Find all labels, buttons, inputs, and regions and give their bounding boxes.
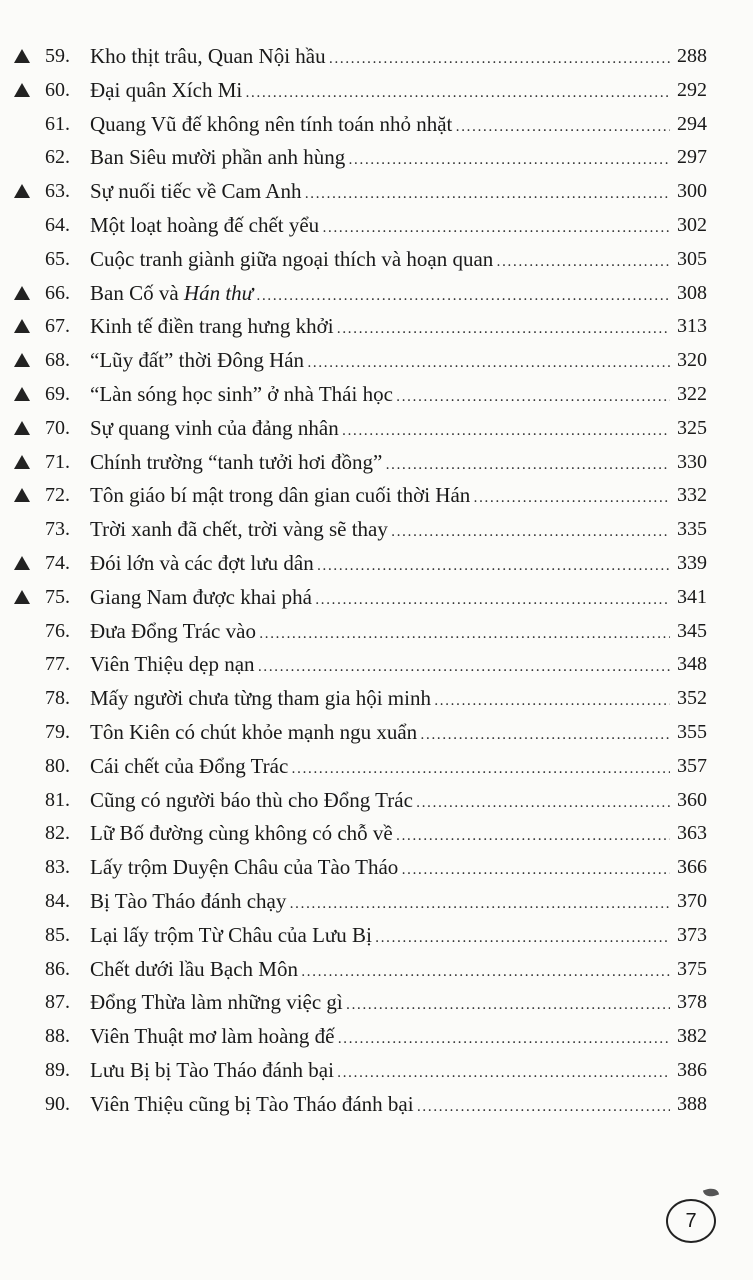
entry-page: 352	[675, 682, 707, 714]
entry-title-text: Kho thịt trâu, Quan Nội hầu	[90, 44, 326, 68]
entry-title-text: Ban Cố và	[90, 280, 184, 305]
entry-number: 85.	[45, 923, 70, 946]
entry-title-text: Đưa Đổng Trác vào	[90, 618, 256, 643]
entry-number: 65.	[45, 247, 70, 270]
dot-leader	[329, 43, 670, 75]
entry-title	[90, 986, 343, 1018]
entry-title-text: Sự nuối tiếc về Cam Anh	[90, 179, 302, 204]
entry-title-text: Kinh tế điền trang hưng khởi	[90, 314, 334, 339]
entry-title-text: “Làn sóng học sinh” ở nhà Thái học	[90, 382, 393, 406]
toc-entry	[0, 175, 753, 207]
entry-page: 378	[675, 986, 707, 1018]
entry-title-text: Tôn giáo bí mật trong dân gian cuối thời Hán	[90, 483, 471, 508]
toc-entry	[0, 986, 753, 1018]
triangle-marker-icon	[14, 421, 30, 435]
entry-page: 302	[675, 209, 707, 241]
entry-title	[90, 581, 312, 613]
entry-page: 386	[675, 1054, 707, 1086]
page-number: 7	[666, 1199, 716, 1243]
triangle-marker-icon	[14, 286, 30, 300]
dot-leader	[416, 787, 670, 819]
entry-number: 69.	[45, 383, 70, 405]
entry-number: 70.	[45, 416, 70, 439]
entry-page: 330	[675, 446, 707, 478]
dot-leader	[346, 989, 670, 1021]
entry-title	[90, 817, 393, 849]
toc-entry	[0, 412, 753, 444]
triangle-marker-icon	[14, 319, 30, 333]
entry-title	[90, 412, 339, 444]
entry-title	[90, 175, 301, 207]
dot-leader	[256, 280, 670, 312]
entry-title	[90, 851, 398, 883]
entry-title	[90, 378, 393, 410]
leaf-ornament-icon	[703, 1186, 719, 1199]
dot-leader	[304, 178, 670, 210]
dot-leader	[348, 144, 670, 176]
triangle-marker-icon	[14, 556, 30, 570]
dot-leader	[396, 820, 670, 852]
entry-title	[90, 479, 470, 511]
entry-page: 288	[675, 40, 707, 72]
dot-leader	[496, 246, 670, 278]
dot-leader	[307, 347, 670, 379]
entry-page: 305	[675, 243, 707, 275]
dot-leader	[337, 1057, 670, 1089]
entry-page: 382	[675, 1020, 707, 1052]
entry-page: 375	[675, 953, 707, 985]
entry-number: 78.	[45, 687, 70, 710]
entry-number: 59.	[45, 45, 70, 67]
entry-number: 73.	[45, 518, 70, 541]
entry-number: 76.	[45, 619, 70, 642]
dot-leader	[259, 618, 670, 650]
toc-entry	[0, 953, 753, 985]
dot-leader	[385, 449, 670, 481]
toc-entry	[0, 581, 753, 613]
entry-page: 370	[675, 885, 707, 917]
dot-leader	[289, 888, 670, 920]
entry-title	[90, 141, 345, 173]
entry-page: 308	[675, 277, 707, 309]
toc-entry	[0, 919, 753, 951]
toc-entry	[0, 277, 753, 309]
entry-title	[90, 108, 452, 140]
dot-leader	[342, 415, 670, 447]
entry-title	[90, 1054, 334, 1086]
toc-entry	[0, 682, 753, 714]
entry-title-text: Viên Thiệu cũng bị Tào Tháo đánh bại	[90, 1091, 414, 1116]
entry-title-text: “Lũy đất” thời Đông Hán	[90, 348, 305, 373]
entry-title	[90, 513, 388, 545]
dot-leader	[455, 111, 670, 143]
entry-number: 62.	[45, 146, 70, 169]
entry-number: 61.	[45, 112, 70, 135]
toc-entry	[0, 1054, 753, 1086]
entry-title-text: Cái chết của Đổng Trác	[90, 753, 289, 778]
toc-entry	[0, 74, 753, 106]
toc-entry	[0, 446, 753, 478]
entry-number: 67.	[45, 315, 70, 338]
entry-title-text: Lấy trộm Duyện Châu của Tào Tháo	[90, 855, 399, 880]
toc-entry	[0, 310, 753, 342]
dot-leader	[337, 313, 670, 345]
entry-page: 388	[675, 1088, 707, 1120]
entry-page: 313	[675, 310, 707, 342]
toc-entry	[0, 716, 753, 748]
entry-number: 74.	[45, 552, 70, 574]
entry-number: 90.	[45, 1092, 70, 1115]
toc-entry	[0, 615, 753, 647]
entry-title	[90, 547, 314, 579]
dot-leader	[375, 922, 670, 954]
entry-title	[90, 750, 288, 782]
entry-page: 363	[675, 817, 707, 849]
toc-entry	[0, 851, 753, 883]
dot-leader	[317, 550, 670, 582]
toc-entry	[0, 513, 753, 545]
entry-number: 79.	[45, 721, 70, 743]
dot-leader	[396, 381, 670, 413]
dot-leader	[420, 719, 670, 751]
entry-number: 71.	[45, 450, 70, 473]
entry-title-text: Tôn Kiên có chút khỏe mạnh ngu xuẩn	[90, 720, 418, 744]
entry-page: 335	[675, 513, 707, 545]
toc-entry	[0, 1020, 753, 1052]
entry-number: 89.	[45, 1059, 70, 1081]
dot-leader	[301, 956, 670, 988]
entry-title	[90, 277, 253, 309]
toc-entry	[0, 750, 753, 782]
dot-leader	[291, 753, 670, 785]
entry-number: 72.	[45, 484, 70, 507]
triangle-marker-icon	[14, 387, 30, 401]
entry-title	[90, 40, 326, 72]
dot-leader	[417, 1091, 670, 1123]
entry-page: 322	[675, 378, 707, 410]
toc-entry	[0, 784, 753, 816]
dot-leader	[322, 212, 670, 244]
toc-entry	[0, 108, 753, 140]
entry-number: 75.	[45, 585, 70, 608]
entry-number: 81.	[45, 788, 70, 811]
entry-title	[90, 648, 255, 680]
entry-number: 83.	[45, 856, 70, 879]
toc-entry	[0, 648, 753, 680]
entry-page: 345	[675, 615, 707, 647]
entry-title-text: Quang Vũ đế không nên tính toán nhỏ nhặt	[90, 111, 453, 136]
dot-leader	[258, 651, 670, 683]
dot-leader	[401, 854, 670, 886]
entry-page: 366	[675, 851, 707, 883]
entry-title-text: Đại quân Xích Mi	[90, 77, 243, 102]
entry-title	[90, 615, 256, 647]
toc-entry	[0, 40, 753, 72]
entry-title	[90, 446, 382, 478]
entry-title-text: Mấy người chưa từng tham gia hội minh	[90, 686, 431, 711]
entry-page: 339	[675, 547, 707, 579]
triangle-marker-icon	[14, 184, 30, 198]
entry-number: 84.	[45, 890, 70, 912]
entry-title-text: Cũng có người báo thù cho Đổng Trác	[90, 787, 413, 812]
triangle-marker-icon	[14, 49, 30, 63]
entry-page: 292	[675, 74, 707, 106]
dot-leader	[245, 77, 670, 109]
entry-page: 373	[675, 919, 707, 951]
triangle-marker-icon	[14, 590, 30, 604]
entry-number: 66.	[45, 281, 70, 304]
entry-page: 341	[675, 581, 707, 613]
entry-title	[90, 209, 319, 241]
entry-title-text: Đổng Thừa làm những việc gì	[90, 990, 343, 1015]
triangle-marker-icon	[14, 353, 30, 367]
entry-title-italic: Hán thư	[183, 280, 254, 305]
entry-page: 320	[675, 344, 707, 376]
entry-title	[90, 344, 304, 376]
toc-entry	[0, 479, 753, 511]
entry-title-text: Cuộc tranh giành giữa ngoại thích và hoạn quan	[90, 246, 494, 271]
entry-title-text: Giang Nam được khai phá	[90, 584, 312, 609]
entry-page: 357	[675, 750, 707, 782]
entry-title-text: Lữ Bố đường cùng không có chỗ về	[90, 821, 393, 846]
entry-title	[90, 784, 413, 816]
entry-number: 82.	[45, 822, 70, 845]
entry-number: 87.	[45, 991, 70, 1014]
entry-title-text: Đói lớn và các đợt lưu dân	[90, 551, 314, 575]
entry-title	[90, 682, 431, 714]
entry-number: 60.	[45, 78, 70, 101]
entry-title-text: Trời xanh đã chết, trời vàng sẽ thay	[90, 517, 388, 542]
entry-title	[90, 885, 286, 917]
toc-entry	[0, 209, 753, 241]
dot-leader	[391, 516, 670, 548]
entry-number: 88.	[45, 1025, 70, 1048]
entry-number: 86.	[45, 957, 70, 980]
dot-leader	[337, 1023, 670, 1055]
toc-entry	[0, 141, 753, 173]
entry-page: 297	[675, 141, 707, 173]
entry-page: 360	[675, 784, 707, 816]
toc-entry	[0, 885, 753, 917]
toc-entry	[0, 344, 753, 376]
entry-number: 63.	[45, 180, 70, 203]
entry-title	[90, 1020, 334, 1052]
entry-title	[90, 919, 372, 951]
entry-page: 300	[675, 175, 707, 207]
toc-entry	[0, 817, 753, 849]
dot-leader	[434, 685, 670, 717]
entry-title-text: Sự quang vinh của đảng nhân	[90, 415, 339, 440]
entry-title-text: Một loạt hoàng đế chết yểu	[90, 213, 320, 237]
entry-title	[90, 310, 334, 342]
entry-title-text: Lưu Bị bị Tào Tháo đánh bại	[90, 1058, 334, 1082]
entry-title-text: Lại lấy trộm Từ Châu của Lưu Bị	[90, 922, 372, 947]
entry-title-text: Viên Thiệu dẹp nạn	[90, 652, 255, 677]
entry-page: 325	[675, 412, 707, 444]
entry-number: 68.	[45, 349, 70, 372]
toc-entry	[0, 243, 753, 275]
entry-title-text: Chính trường “tanh tưởi hơi đồng”	[90, 449, 383, 474]
entry-page: 355	[675, 716, 707, 748]
toc-entry	[0, 378, 753, 410]
entry-page: 332	[675, 479, 707, 511]
entry-title-text: Chết dưới lầu Bạch Môn	[90, 956, 298, 981]
entry-title-text: Bị Tào Tháo đánh chạy	[90, 889, 287, 913]
entry-title	[90, 716, 417, 748]
entry-title-text: Ban Siêu mười phần anh hùng	[90, 145, 346, 170]
toc-entry	[0, 1088, 753, 1120]
entry-number: 64.	[45, 214, 70, 236]
entry-number: 77.	[45, 653, 70, 676]
dot-leader	[315, 584, 670, 616]
entry-page: 348	[675, 648, 707, 680]
entry-title	[90, 1088, 414, 1120]
triangle-marker-icon	[14, 455, 30, 469]
toc-entry	[0, 547, 753, 579]
entry-title	[90, 74, 242, 106]
entry-title	[90, 953, 298, 985]
triangle-marker-icon	[14, 83, 30, 97]
entry-title-text: Viên Thuật mơ làm hoàng đế	[90, 1024, 335, 1049]
triangle-marker-icon	[14, 488, 30, 502]
entry-number: 80.	[45, 754, 70, 777]
dot-leader	[473, 482, 670, 514]
entry-page: 294	[675, 108, 707, 140]
entry-title	[90, 243, 493, 275]
